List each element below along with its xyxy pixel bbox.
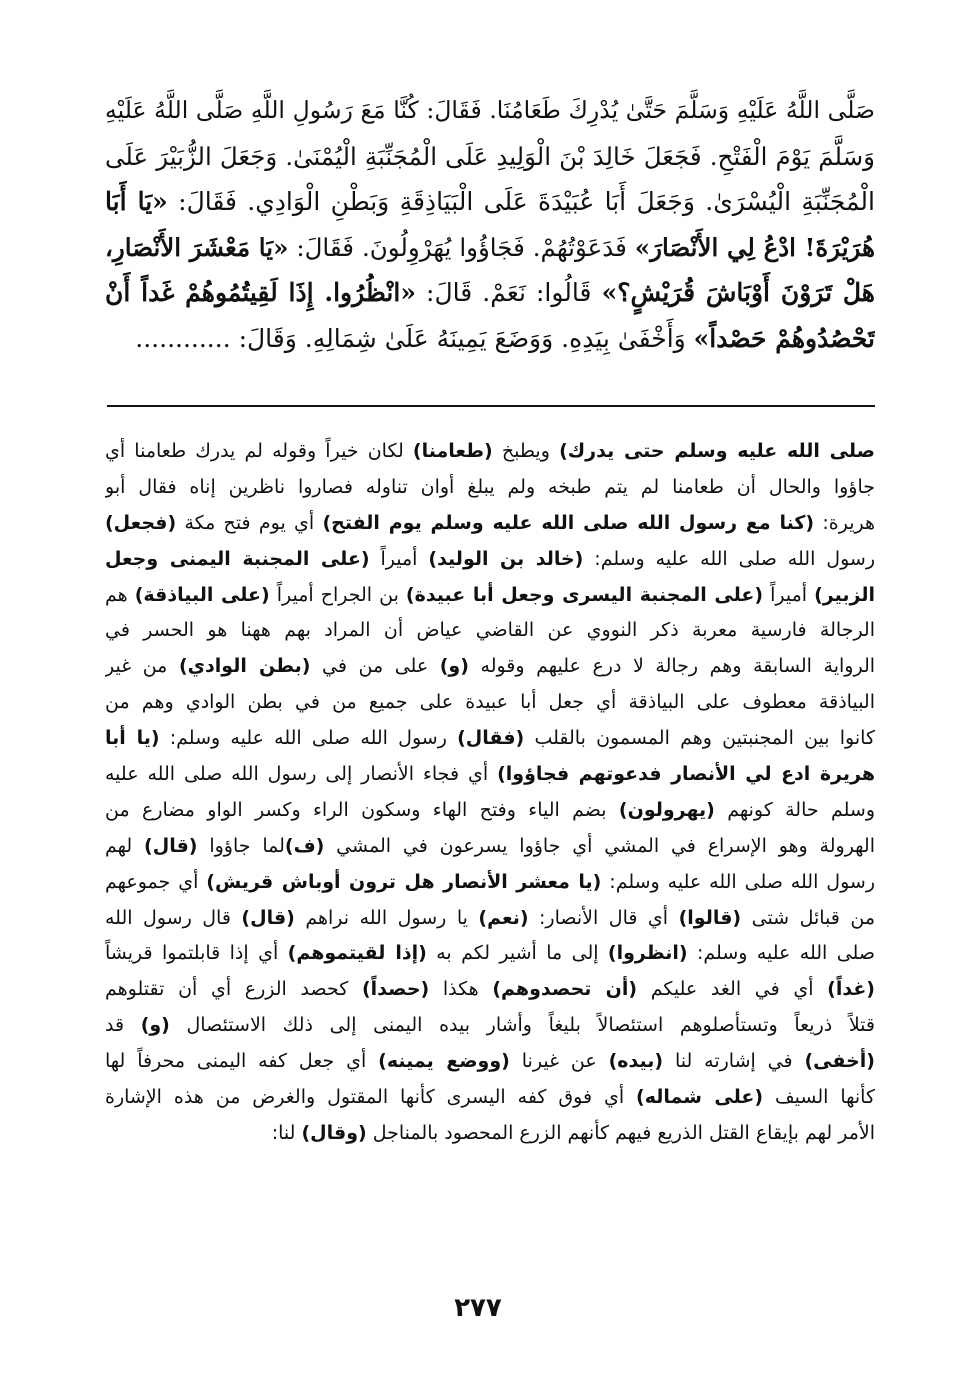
commentary-line: رسول الله صلى الله عليه وسلم: (يا معشر الأنصار هل ترون أوباش قريش) أي جموعهم [105,870,875,893]
commentary-line: الرجالة فارسية معربة ذكر النووي عن القاضي عياض أن المراد بهم ههنا هو الحسر في [105,619,875,642]
commentary-line: جاؤوا والحال أن طعامنا لم يتم طبخه ولم يبلغ أوان تناوله فصاروا ناظرين إناه فقال أبو [105,475,875,498]
hadith-line: وَسَلَّمَ يَوْمَ الْفَتْحِ. فَجَعَلَ خَالِدَ بْنَ الْوَلِيدِ عَلَى الْمُجَنِّبَةِ الْيُمْنَىٰ. وَجَعَلَ الزُّبَيْرَ عَلَى [105,141,875,171]
commentary-line: من قبائل شتى (قالوا) أي قال الأنصار: (نعم) يا رسول الله نراهم (قال) قال رسول الله [105,906,875,929]
commentary-line: هريرة ادع لي الأنصار فدعوتهم فجاؤوا) أي فجاء الأنصار إلى رسول الله صلى الله عليه [105,763,875,786]
section-divider [107,405,875,407]
commentary-line: البياذقة معطوف على البياذقة أي جعل أبا عبيدة على جميع من في بطن الوادي وهم من [105,691,875,714]
hadith-line: تَحْصُدُوهُمْ حَصْداً» وَأَخْفَىٰ بِيَدِهِ. وَوَضَعَ يَمِينَهُ عَلَىٰ شِمَالِهِ. وَقَالَ: ............ [135,323,875,353]
commentary-line: قتلاً ذريعاً وتستأصلوهم استئصالاً بليغاً وأشار بيده اليمنى إلى ذلك الاستئصال (و) قد [105,1014,875,1037]
commentary-line: صلى الله عليه وسلم حتى يدرك) ويطبخ (طعامنا) لكان خيراً وقوله لم يدرك طعامنا أي [105,440,875,462]
hadith-line: صَلَّى اللَّهُ عَلَيْهِ وَسَلَّمَ حَتَّىٰ يُدْرِكَ طَعَامُنَا. فَقَالَ: كُنَّا مَعَ رَسُولِ اللَّهِ صَلَّى اللَّهُ عَلَيْهِ [105,96,875,124]
commentary-line: كانوا بين المجنبتين وهم المسمون بالقلب (فقال) رسول الله صلى الله عليه وسلم: (يا أبا [105,727,875,750]
commentary-line: الزبير) أميراً (على المجنبة اليسرى وجعل أبا عبيدة) بن الجراح أميراً (على البياذقة) هم [105,583,875,606]
commentary-line: رسول الله صلى الله عليه وسلم: (خالد بن الوليد) أميراً (على المجنبة اليمنى وجعل [105,547,875,570]
hadith-text-block [105,88,875,361]
commentary-line: صلى الله عليه وسلم: (انظروا) إلى ما أشير لكم به (إذا لقيتموهم) أي إذا قابلتموا قريشاً [105,942,875,965]
commentary-line: (غداً) أي في الغد عليكم (أن تحصدوهم) هكذا (حصداً) كحصد الزرع أي أن تقتلوهم [105,978,875,1001]
hadith-line: الْمُجَنِّبَةِ الْيُسْرَىٰ. وَجَعَلَ أَبَا عُبَيْدَةَ عَلَى الْبَيَاذِقَةِ وَبَطْنِ الْوَادِي. فَقَالَ: «يَا أَبَا [105,187,875,216]
hadith-line: هُرَيْرَةَ! ادْعُ لِي الأَنْصَارَ» فَدَعَوْتُهُمْ. فَجَاؤُوا يُهَرْوِلُونَ. فَقَالَ: «يَا مَعْشَرَ الأَنْصَارِ، [105,232,875,262]
commentary-line: الهرولة وهو الإسراع في المشي أي جاؤوا يسرعون في المشي (ف)لما جاؤوا (قال) لهم [105,834,875,857]
commentary-line: هريرة: (كنا مع رسول الله صلى الله عليه وسلم يوم الفتح) أي يوم فتح مكة (فجعل) [105,511,875,534]
commentary-line: وسلم حالة كونهم (يهرولون) بضم الياء وفتح الهاء وسكون الراء وكسر الواو مضارع من [105,798,875,821]
page-number: ٢٧٧ [454,1293,502,1323]
commentary-text-block [105,434,875,1152]
hadith-line: هَلْ تَرَوْنَ أَوْبَاشَ قُرَيْشٍ؟» قَالُوا: نَعَمْ. قَالَ: «انْظُرُوا. إِذَا لَقِيتُمُوهُمْ غَداً أَنْ [105,278,875,307]
commentary-line: الرواية السابقة وهم رجالة لا درع عليهم وقوله (و) على من في (بطن الوادي) من غير [105,655,875,678]
commentary-line: كأنها السيف (على شماله) أي فوق كفه اليسرى كأنها المقتول والغرض من هذه الإشارة [105,1086,875,1109]
commentary-line: (أخفى) في إشارته لنا (بيده) عن غيرنا (ووضع يمينه) أي جعل كفه اليمنى محرفاً لها [105,1050,875,1073]
commentary-line: الأمر لهم بإيقاع القتل الذريع فيهم كأنهم الزرع المحصود بالمناجل (وقال) لنا: [271,1121,875,1144]
